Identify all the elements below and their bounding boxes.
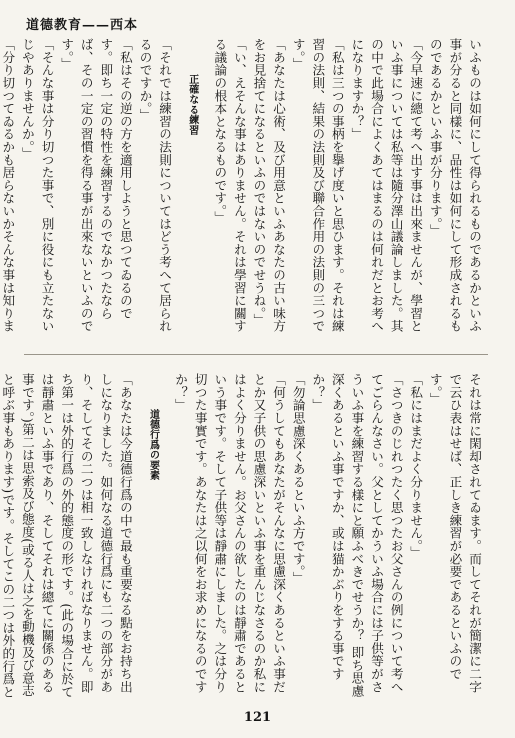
paragraph: 「私はその逆の方を適用しようと思つてゐるのです。即ち一定の特性を練習するのでなかつたならば、その一定の習慣を得る事が出來ないといふのです。」	[59, 38, 133, 333]
paragraph: 「い、えそんな事はありません。それは學習に關する議論の根本となるものです。」	[212, 38, 247, 333]
running-head: 道德教育——西本	[26, 18, 139, 33]
paragraph: 「さつきのじれつたく思つたお父さんの例について考へてごらんなさい。父としてかういふ場合には子供等がさういふ事を練習する樣にと願ふべきでせうか？ 即ち思慮深くあるといふ事ですか、或は猫かぶりをする事ですか？」	[310, 373, 404, 698]
section-heading: 正確なる練習	[186, 74, 198, 136]
section-heading: 道德行爲の要素	[147, 409, 159, 481]
paragraph: 「私は三つの事柄を擧げ度いと思ひます。それは練習の法則、結果の法則及び聯合作用の法則の三つです。」	[290, 38, 345, 333]
paragraph: 「あなたは今道德行爲の中で最も重要なる點をお持ち出しになりました。如何なる道德行爲にも二つの部分があり、そしてその二つは相一致しなければなりません。即ち第一は外的行爲の外的態度の形です。(此の場合に於ては靜肅といふ事であり、そしてそれは總てに關係のある事です。)第二は思索及び態度(或る人は之を動機及び意志と呼ぶ事もあります)です。そしてこの二つは外的行爲と	[0, 373, 133, 699]
paragraph: 「それでは練習の法則についてはどう考へて居られるのですか。」	[137, 38, 173, 333]
paragraph: いふものは如何にして得られるものであるかといふ事が分ると同樣に、品性は如何にして形成されるものであるかといふ事が分ります。」	[427, 38, 482, 333]
paragraph: 「今早速に總て考へ出す事は出來ませんが、學習といふ事については私等は隨分澤山議論しました。其の中で此場合によくあてはまるのは何れだとお考へになりますか？」	[349, 38, 424, 333]
paragraph: 「そんな事は分り切つた事で、別に役にも立たないじやありませんか。」	[19, 38, 55, 333]
column-divider	[24, 354, 488, 355]
paragraph: それは常に閑却されてゐます。而してそれが簡潔に二字で云ひ表はせば、正しき練習が必要であるといふのです。」	[427, 373, 482, 693]
page-number: 121	[243, 710, 272, 725]
paragraph: 「何うしてもあなたがそんなに思慮深くあるといふ事だとか又子供の思慮深いといふ事を重んじなさるのか私にはよく分りません。お父さんの欲したのは靜肅であるという事です。そして子供等は靜肅にしました。之は分り切つた事實です。あなたは之以何をお求めになるのですか？」	[173, 373, 287, 693]
top-text-block	[0, 38, 484, 338]
paragraph: 「勿論思慮深くあるといふ方です。」	[290, 373, 306, 585]
paragraph: 「分り切つてゐるかも居らないかそんな事は知りま	[0, 38, 16, 333]
paragraph: 「私にはまだよく分りません。」	[408, 373, 424, 559]
paragraph: 「あなたは心術、及び用意といふあなたの古い味方をお見捨てになるといふのではないのでせうね。」	[251, 38, 287, 333]
bottom-text-block	[0, 373, 484, 705]
